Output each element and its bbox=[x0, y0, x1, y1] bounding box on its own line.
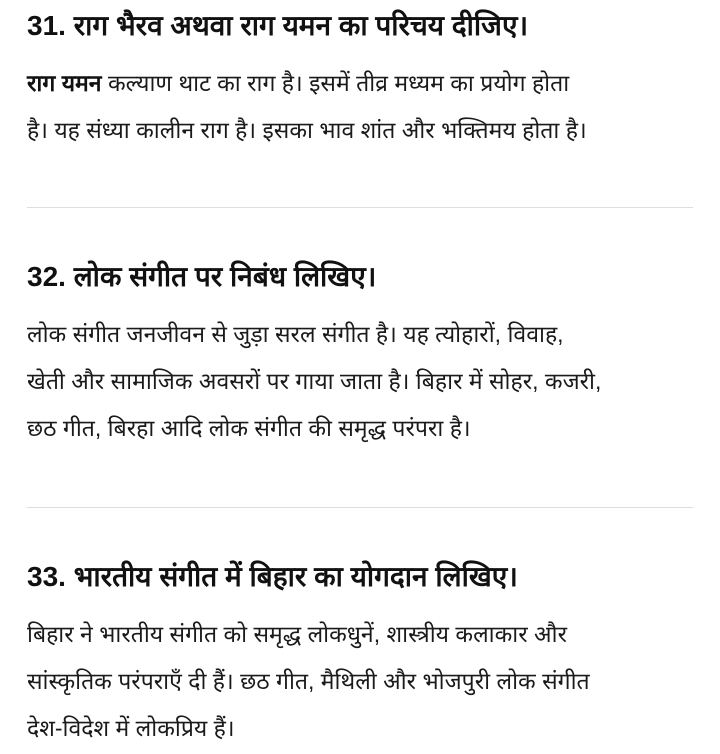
question-section-32 bbox=[27, 259, 707, 452]
question-section-31 bbox=[27, 8, 707, 154]
answer-line: देश-विदेश में लोकप्रिय हैं। bbox=[27, 715, 235, 741]
answer-line: है। यह संध्या कालीन राग है। इसका भाव शांत और भक्तिमय होता है। bbox=[27, 117, 587, 143]
question-heading: 32. लोक संगीत पर निबंध लिखिए। bbox=[27, 261, 377, 292]
answer-line: बिहार ने भारतीय संगीत को समृद्ध लोकधुनें, शास्त्रीय कलाकार और bbox=[27, 621, 567, 647]
section-divider bbox=[27, 207, 693, 208]
answer-text bbox=[27, 60, 707, 154]
answer-line: खेती और सामाजिक अवसरों पर गाया जाता है। बिहार में सोहर, कजरी, bbox=[27, 368, 602, 394]
answer-line bbox=[27, 60, 707, 107]
answer-line: छठ गीत, बिरहा आदि लोक संगीत की समृद्ध परंपरा है। bbox=[27, 415, 471, 441]
answer-line: सांस्कृतिक परंपराएँ दी हैं। छठ गीत, मैथिली और भोजपुरी लोक संगीत bbox=[27, 668, 590, 694]
answer-line-text: कल्याण थाट का राग है। इसमें तीव्र मध्यम का प्रयोग होता bbox=[101, 70, 570, 96]
section-divider bbox=[27, 507, 693, 508]
answer-keyword: राग यमन bbox=[27, 70, 102, 96]
question-section-33 bbox=[27, 559, 707, 752]
answer-text bbox=[27, 311, 707, 452]
answer-text bbox=[27, 611, 707, 752]
question-heading: 31. राग भैरव अथवा राग यमन का परिचय दीजिए। bbox=[27, 10, 529, 41]
answer-line: लोक संगीत जनजीवन से जुड़ा सरल संगीत है। यह त्योहारों, विवाह, bbox=[27, 321, 564, 347]
question-heading: 33. भारतीय संगीत में बिहार का योगदान लिखिए। bbox=[27, 561, 518, 592]
